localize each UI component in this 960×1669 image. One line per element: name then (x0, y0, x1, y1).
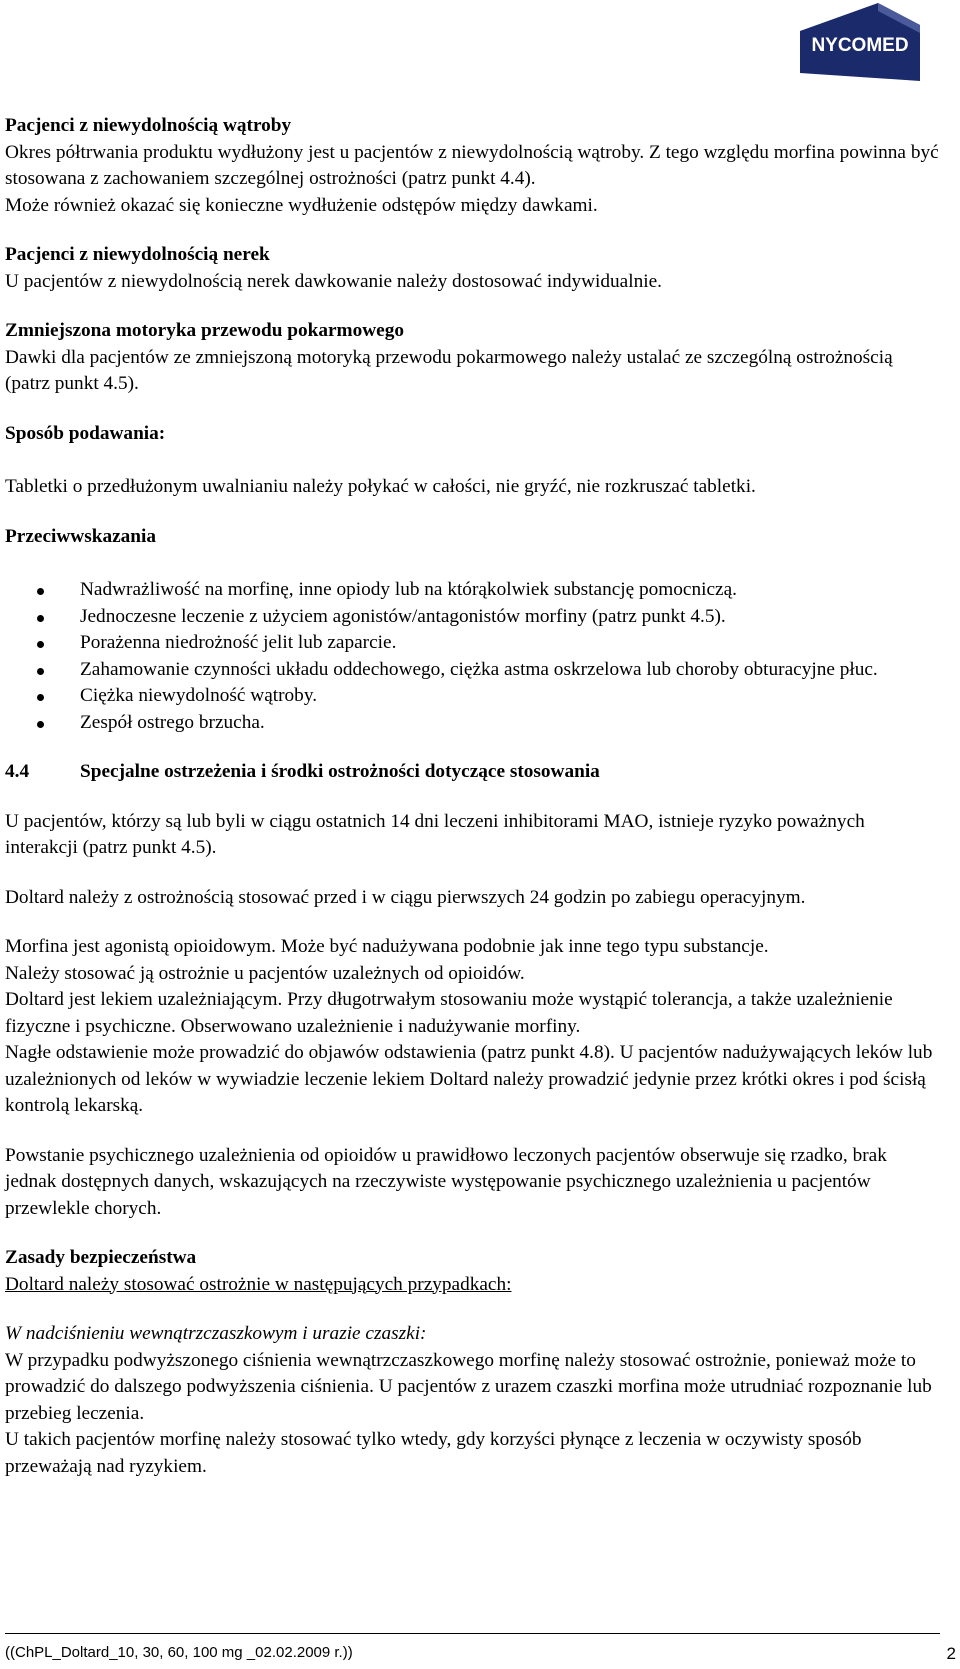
liver-text-1: Okres półtrwania produktu wydłużony jest u pacjentów z niewydolnością wątroby. Z tego względu morfina powinna być stosowana z zachowaniem szczególnej ostrożności (patrz punkt 4.4). (5, 141, 939, 189)
page-number: 2 (946, 1644, 956, 1663)
bullet-icon (37, 668, 44, 675)
opioid-text-4: Nagłe odstawienie może prowadzić do objawów odstawienia (patrz punkt 4.8). U pacjentów nadużywających leków lub uzależnionych od leków w wywiadzie leczenie lekiem Doltard należy prowadzić jedynie przez krótki okres i pod ścisłą kontrolą lekarską. (5, 1042, 933, 1116)
list-item: Ciężka niewydolność wątroby. (5, 683, 940, 710)
opioid-text-2: Należy stosować ją ostrożnie u pacjentów uzależnych od opioidów. (5, 962, 525, 984)
section-4-4-heading (5, 759, 940, 786)
bullet-icon (37, 694, 44, 701)
bullet-icon (37, 588, 44, 595)
section-number: 4.4 (5, 761, 30, 782)
admin-text: Tabletki o przedłużonym uwalnianiu należy połykać w całości, nie gryźć, nie rozkruszać tabletki. (5, 476, 756, 497)
admin-heading: Sposób podawania: (5, 422, 166, 444)
document-reference: ((ChPL_Doltard_10, 30, 60, 100 mg _02.02.2009 r.)) (5, 1644, 353, 1661)
gi-text: Dawki dla pacjentów ze zmniejszoną motoryką przewodu pokarmowego należy ustalać ze szczególną ostrożnością (patrz punkt 4.5). (5, 346, 893, 394)
safety-heading: Zasady bezpieczeństwa (5, 1247, 197, 1268)
liver-text-2: Może również okazać się konieczne wydłużenie odstępów między dawkami. (5, 194, 598, 216)
surgery-text: Doltard należy z ostrożnością stosować przed i w ciągu pierwszych 24 godzin po zabiegu operacyjnym. (5, 886, 806, 908)
safety-subheading: Doltard należy stosować ostrożnie w następujących przypadkach: (5, 1273, 512, 1295)
liver-heading: Pacjenci z niewydolnością wątroby (5, 115, 292, 136)
icp-text-1: W przypadku podwyższonego ciśnienia wewnątrzczaszkowego morfinę należy stosować ostrożnie, ponieważ może to prowadzić do dalszego podwyższenia ciśnienia. U pacjentów z urazem czaszki morfina może utrudniać rozpoznanie lub przebieg leczenia. (5, 1349, 932, 1424)
page-footer (5, 1633, 956, 1663)
logo-text: NYCOMED (811, 35, 909, 56)
list-item: Zahamowanie czynności układu oddechowego, ciężka astma oskrzelowa lub choroby obturacyjne płuc. (5, 657, 940, 684)
list-item: Zespół ostrego brzucha. (5, 710, 940, 737)
opioid-text-1: Morfina jest agonistą opioidowym. Może być nadużywana podobnie jak inne tego typu substancje. (5, 936, 769, 957)
icp-heading: W nadciśnieniu wewnątrzczaszkowym i urazie czaszki: (5, 1323, 427, 1344)
document-body (5, 113, 940, 1480)
contraindications-list (5, 577, 940, 736)
list-item: Nadwrażliwość na morfinę, inne opiody lub na którąkolwiek substancję pomocniczą. (5, 577, 940, 604)
section-title: Specjalne ostrzeżenia i środki ostrożności dotyczące stosowania (80, 761, 600, 782)
kidney-heading: Pacjenci z niewydolnością nerek (5, 244, 270, 265)
opioid-text-3: Doltard jest lekiem uzależniającym. Przy długotrwałym stosowaniu może wystąpić tolerancja, a także uzależnienie fizyczne i psychiczne. Obserwowano uzależnienie i nadużywanie morfiny. (5, 989, 893, 1037)
bullet-icon (37, 721, 44, 728)
kidney-text: U pacjentów z niewydolnością nerek dawkowanie należy dostosować indywidualnie. (5, 270, 662, 292)
bullet-icon (37, 641, 44, 648)
list-item: Jednoczesne leczenie z użyciem agonistów/antagonistów morfiny (patrz punkt 4.5). (5, 604, 940, 631)
contraindications-heading: Przeciwwskazania (5, 525, 157, 547)
icp-text-2: U takich pacjentów morfinę należy stosować tylko wtedy, gdy korzyści płynące z leczenia w oczywisty sposób przeważają nad ryzykiem. (5, 1429, 862, 1477)
list-item: Porażenna niedrożność jelit lub zaparcie. (5, 630, 940, 657)
bullet-icon (37, 615, 44, 622)
mao-text: U pacjentów, którzy są lub byli w ciągu ostatnich 14 dni leczeni inhibitorami MAO, istnieje ryzyko poważnych interakcji (patrz punkt 4.5). (5, 810, 865, 858)
psych-text: Powstanie psychicznego uzależnienia od opioidów u prawidłowo leczonych pacjentów obserwuje się rzadko, brak jednak dostępnych danych, wskazujących na rzeczywiste występowanie psychicznego uzależnienia u pacjentów przewlekle chorych. (5, 1144, 887, 1219)
nycomed-logo (800, 3, 920, 81)
gi-heading: Zmniejszona motoryka przewodu pokarmowego (5, 320, 404, 341)
